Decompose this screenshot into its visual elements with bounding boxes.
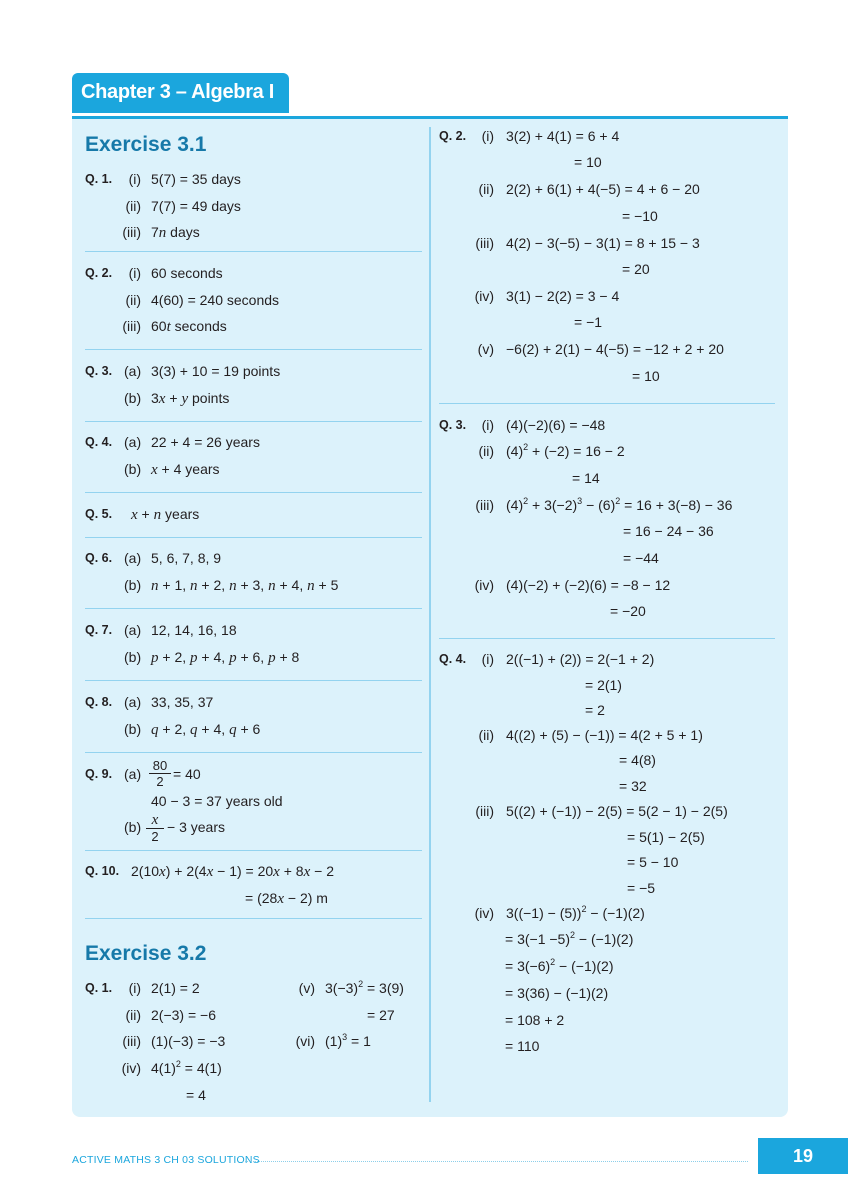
- part-label: (iv): [474, 288, 494, 304]
- answer-line: = 108 + 2: [505, 1012, 565, 1028]
- separator: [85, 251, 422, 252]
- part-label: (iii): [475, 497, 494, 513]
- answer-line: $3(-3)^2 = 3(9)$: [325, 979, 404, 996]
- answer-line: 2(2) + 6(1) + 4(−5) = 4 + 6 − 20: [506, 181, 700, 197]
- separator: [85, 349, 422, 350]
- question-label: Q. 5.: [85, 507, 113, 521]
- page-number: 19: [792, 1146, 814, 1166]
- separator: [85, 421, 422, 422]
- chapter-title: Chapter 3 – Algebra I: [81, 81, 275, 103]
- question-label: Q. 2.: [439, 129, 467, 143]
- answer-line: = 110: [505, 1038, 540, 1054]
- answer-line: = −20: [610, 603, 646, 619]
- part-label: (b): [124, 461, 142, 477]
- answer-line: = $3(-1 -5)^2 - (-1)(2)$: [505, 930, 634, 947]
- separator: [85, 918, 422, 919]
- separator: [439, 638, 775, 639]
- answer-line: = 32: [619, 778, 647, 794]
- answer-line: 60t seconds: [151, 318, 227, 335]
- answer-line: = 20: [622, 261, 650, 277]
- part-label: (ii): [125, 292, 141, 308]
- page-number-box: [758, 1138, 848, 1174]
- footer-dotted-rule: [242, 1161, 748, 1162]
- part-label: (iii): [122, 1033, 141, 1049]
- question-label: Q. 1.: [85, 981, 113, 995]
- question-label: Q. 1.: [85, 172, 113, 186]
- part-label: (ii): [125, 198, 141, 214]
- part-label: (b): [124, 390, 142, 406]
- part-label: (i): [128, 171, 141, 187]
- answer-line: 60 seconds: [151, 265, 223, 281]
- part-label: (a): [124, 622, 142, 638]
- separator: [85, 537, 422, 538]
- answer-line: $(4)^2 + 3(-2)^3 - (6)^2 = 16 + 3(-8) - 36$: [506, 496, 733, 513]
- answer-line: = 4(8): [619, 752, 656, 768]
- answer-line: $3((-1) - (5))^2 - (-1)(2)$: [506, 904, 645, 921]
- question-label: Q. 4.: [439, 652, 467, 666]
- part-label: (vi): [295, 1033, 315, 1049]
- answer-line: 33, 35, 37: [151, 694, 214, 710]
- answer-line: x + 4 years: [151, 461, 220, 478]
- question-label: Q. 4.: [85, 435, 113, 449]
- answer-line: 3(3) + 10 = 19 points: [151, 363, 281, 379]
- answer-line: $(4)^2 + (-2) = 16 - 2$: [506, 442, 625, 459]
- answer-line: 2(1) = 2: [151, 980, 200, 996]
- part-label: (i): [481, 417, 494, 433]
- answer-line: 4((2) + (5) − (−1)) = 4(2 + 5 + 1): [506, 727, 703, 743]
- separator: [85, 680, 422, 681]
- part-label: (i): [481, 128, 494, 144]
- fraction: [149, 758, 171, 789]
- answer-line: = 14: [572, 470, 600, 486]
- exercise-title: Exercise 3.1: [85, 133, 207, 156]
- part-label: (iii): [122, 224, 141, 240]
- answer-line: = 2: [585, 702, 605, 718]
- answer-line: q + 2, q + 4, q + 6: [151, 721, 261, 738]
- part-label: (iv): [121, 1060, 141, 1076]
- answer-line: = 2(1): [585, 677, 622, 693]
- fraction-denominator: 2: [156, 774, 164, 789]
- separator: [85, 850, 422, 851]
- column-divider: [429, 127, 431, 1102]
- part-label: (a): [124, 694, 142, 710]
- answer-line: $4(1)^2 = 4(1)$: [151, 1059, 222, 1076]
- answer-line: 4(2) − 3(−5) − 3(1) = 8 + 15 − 3: [506, 235, 700, 251]
- answer-line: − 3 years: [167, 819, 225, 835]
- answer-line: n + 1, n + 2, n + 3, n + 4, n + 5: [151, 577, 339, 594]
- separator: [439, 403, 775, 404]
- part-label: (b): [124, 577, 142, 593]
- answer-line: 12, 14, 16, 18: [151, 622, 237, 638]
- answer-line: = −5: [627, 880, 656, 896]
- part-label: (i): [128, 980, 141, 996]
- answer-line: 4(60) = 240 seconds: [151, 292, 280, 308]
- part-label: (b): [124, 819, 142, 835]
- question-label: Q. 8.: [85, 695, 113, 709]
- fraction-numerator: x: [146, 812, 164, 829]
- answer-line: 5((2) + (−1)) − 2(5) = 5(2 − 1) − 2(5): [506, 803, 728, 819]
- answer-line: (4)(−2)(6) = −48: [506, 417, 606, 433]
- part-label: (v): [477, 341, 494, 357]
- answer-line: 3x + y points: [151, 390, 230, 407]
- fraction-numerator: 80: [149, 758, 171, 774]
- answer-line: = 3(36) − (−1)(2): [505, 985, 609, 1001]
- part-label: (i): [128, 265, 141, 281]
- exercise-title: Exercise 3.2: [85, 942, 207, 965]
- answer-line: 5, 6, 7, 8, 9: [151, 550, 222, 566]
- answer-line: 3(2) + 4(1) = 6 + 4: [506, 128, 620, 144]
- part-label: (i): [481, 651, 494, 667]
- separator: [85, 492, 422, 493]
- question-label: Q. 6.: [85, 551, 113, 565]
- part-label: (a): [124, 434, 142, 450]
- part-label: (ii): [478, 443, 494, 459]
- question-label: Q. 10.: [85, 864, 120, 878]
- answer-line: = 27: [367, 1007, 395, 1023]
- answer-line: (1)(−3) = −3: [151, 1033, 226, 1049]
- part-label: (iii): [475, 235, 494, 251]
- question-label: Q. 3.: [85, 364, 113, 378]
- part-label: (iii): [475, 803, 494, 819]
- part-label: (iv): [474, 905, 494, 921]
- part-label: (iii): [122, 318, 141, 334]
- part-label: (ii): [478, 727, 494, 743]
- part-label: (ii): [125, 1007, 141, 1023]
- answer-line: = 16 − 24 − 36: [623, 523, 714, 539]
- answer-line: = 10: [632, 368, 660, 384]
- answer-line: = 5 − 10: [627, 854, 679, 870]
- answer-line: = −44: [623, 550, 659, 566]
- book-title: ACTIVE MATHS 3 CH 03 SOLUTIONS: [72, 1154, 260, 1166]
- answer-line: = (28x − 2) m: [245, 890, 328, 907]
- fraction: [146, 812, 164, 844]
- part-label: (iv): [474, 577, 494, 593]
- answer-line: $(1)^3 = 1$: [325, 1032, 371, 1049]
- question-label: Q. 9.: [85, 767, 113, 781]
- answer-line: = −10: [622, 208, 658, 224]
- part-label: (v): [298, 980, 315, 996]
- answer-line: = 4: [186, 1087, 206, 1103]
- answer-line: = 10: [574, 154, 602, 170]
- answer-line: = $3(-6)^2 - (-1)(2)$: [505, 957, 614, 974]
- separator: [85, 608, 422, 609]
- answer-line: 2(10x) + 2(4x − 1) = 20x + 8x − 2: [131, 863, 335, 880]
- part-label: (b): [124, 649, 142, 665]
- part-label: (ii): [478, 181, 494, 197]
- question-label: Q. 2.: [85, 266, 113, 280]
- answer-line: (4)(−2) + (−2)(6) = −8 − 12: [506, 577, 671, 593]
- answer-line: = 5(1) − 2(5): [627, 829, 705, 845]
- answer-line: 3(1) − 2(2) = 3 − 4: [506, 288, 620, 304]
- answer-line: 7(7) = 49 days: [151, 198, 241, 214]
- answer-line: = −1: [574, 314, 603, 330]
- part-label: (a): [124, 550, 142, 566]
- answer-line: 22 + 4 = 26 years: [151, 434, 260, 450]
- answer-line: 5(7) = 35 days: [151, 171, 241, 187]
- question-label: Q. 3.: [439, 418, 467, 432]
- separator: [85, 752, 422, 753]
- fraction-denominator: 2: [151, 829, 159, 844]
- answer-line: = 40: [173, 766, 201, 782]
- answer-line: 2(−3) = −6: [151, 1007, 216, 1023]
- chapter-tab: [72, 73, 289, 113]
- part-label: (a): [124, 363, 142, 379]
- answer-line: x + n years: [131, 506, 200, 523]
- answer-line: 7n days: [151, 224, 200, 241]
- answer-line: 40 − 3 = 37 years old: [151, 793, 283, 809]
- answer-line: 2((−1) + (2)) = 2(−1 + 2): [506, 651, 655, 667]
- question-label: Q. 7.: [85, 623, 113, 637]
- part-label: (a): [124, 766, 142, 782]
- answer-line: p + 2, p + 4, p + 6, p + 8: [151, 649, 300, 666]
- answer-line: −6(2) + 2(1) − 4(−5) = −12 + 2 + 20: [506, 341, 724, 357]
- part-label: (b): [124, 721, 142, 737]
